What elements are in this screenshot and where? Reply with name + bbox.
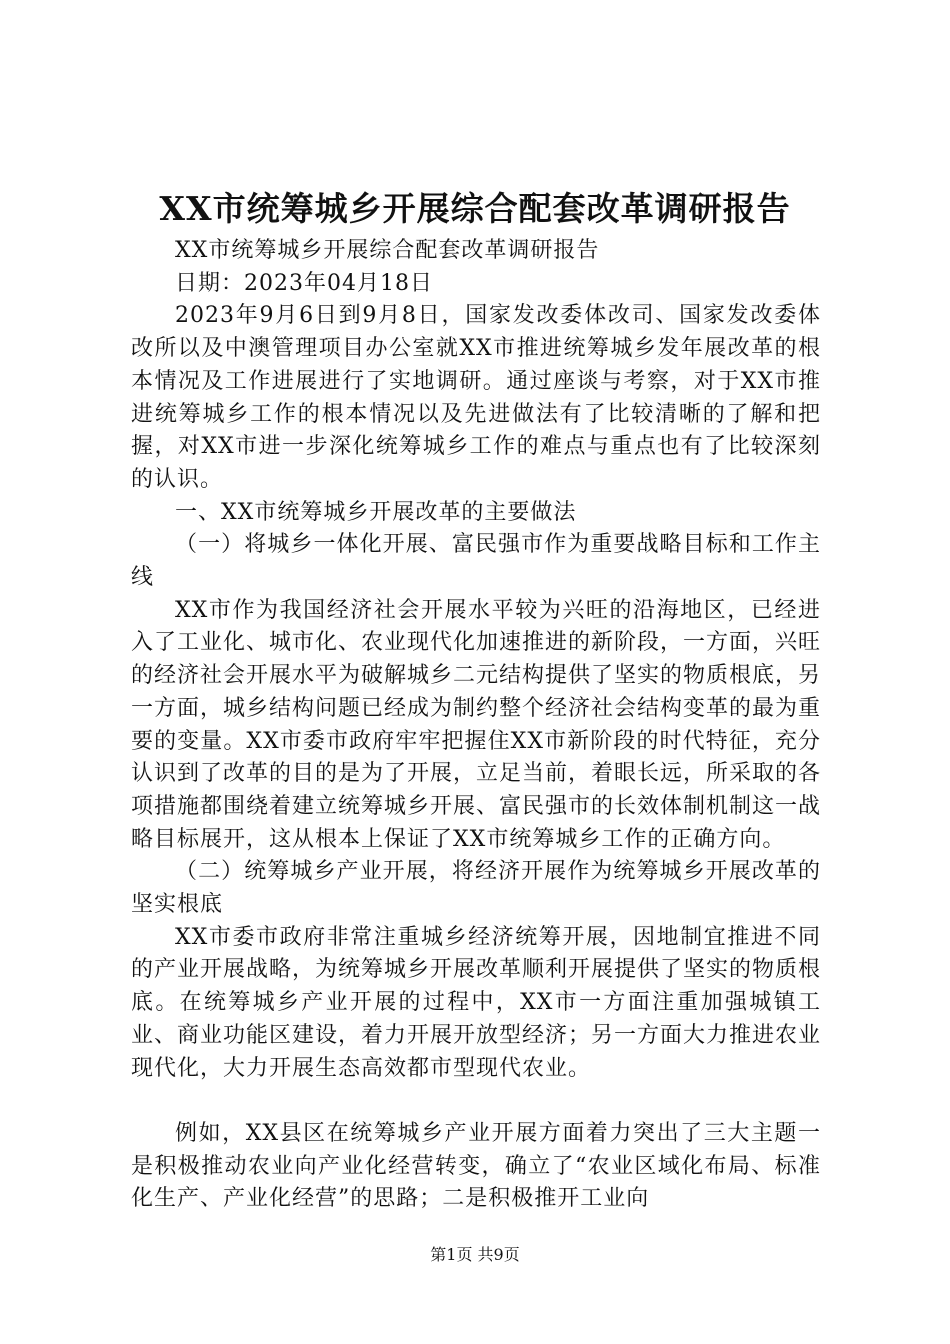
- paragraph-body-1: XX市作为我国经济社会开展水平较为兴旺的沿海地区，已经进入了工业化、城市化、农业现代化加速推进的新阶段，一方面，兴旺的经济社会开展水平为破解城乡二元结构提供了坚实的物质根底，另一方面，城乡结构问题已经成为制约整个经济社会结构变革的最为重要的变量。XX市委市政府牢牢把握住XX市新阶段的时代特征，充分认识到了改革的目的是为了开展，立足当前，着眼长远，所采取的各项措施都围绕着建立统筹城乡开展、富民强市的长效体制机制这一战略目标展开，这从根本上保证了XX市统筹城乡工作的正确方向。: [131, 597, 822, 852]
- document-body: [131, 235, 821, 1216]
- section-heading-1: 一、XX市统筹城乡开展改革的主要做法: [175, 499, 577, 525]
- paragraph-body-3: 例如，XX县区在统筹城乡产业开展方面着力突出了三大主题一是积极推动农业向产业化经营转变，确立了“农业区域化布局、标准化生产、产业化经营”的思路；二是积极推开工业向: [131, 1120, 821, 1212]
- subsection-heading-2: （二）统筹城乡产业开展，将经济开展作为统筹城乡开展改革的坚实根底: [131, 859, 821, 918]
- page-footer: 第1页 共9页: [430, 1245, 520, 1264]
- paragraph-intro: 2023年9月6日到9月8日，国家发改委体改司、国家发改委体改所以及中澳管理项目办公室就XX市推进统筹城乡发年展改革的根本情况及工作进展进行了实地调研。通过座谈与考察，对于XX市推进统筹城乡工作的根本情况以及先进做法有了比较清晰的了解和把握，对XX市进一步深化统筹城乡工作的难点与重点也有了比较深刻的认识。: [131, 303, 821, 492]
- document-title: XX市统筹城乡开展综合配套改革调研报告: [159, 189, 791, 228]
- document-subtitle: XX市统筹城乡开展综合配套改革调研报告: [175, 238, 600, 263]
- paragraph-gap: [131, 1085, 821, 1118]
- document-date: 日期：2023年04月18日: [175, 270, 433, 296]
- subsection-heading-1: （一）将城乡一体化开展、富民强市作为重要战略目标和工作主线: [131, 532, 821, 591]
- paragraph-body-2: XX市委市政府非常注重城乡经济统筹开展，因地制宜推进不同的产业开展战略，为统筹城乡开展改革顺利开展提供了坚实的物质根底。在统筹城乡产业开展的过程中，XX市一方面注重加强城镇工业、商业功能区建设，着力开展开放型经济；另一方面大力推进农业现代化，大力开展生态高效都市型现代农业。: [131, 924, 822, 1081]
